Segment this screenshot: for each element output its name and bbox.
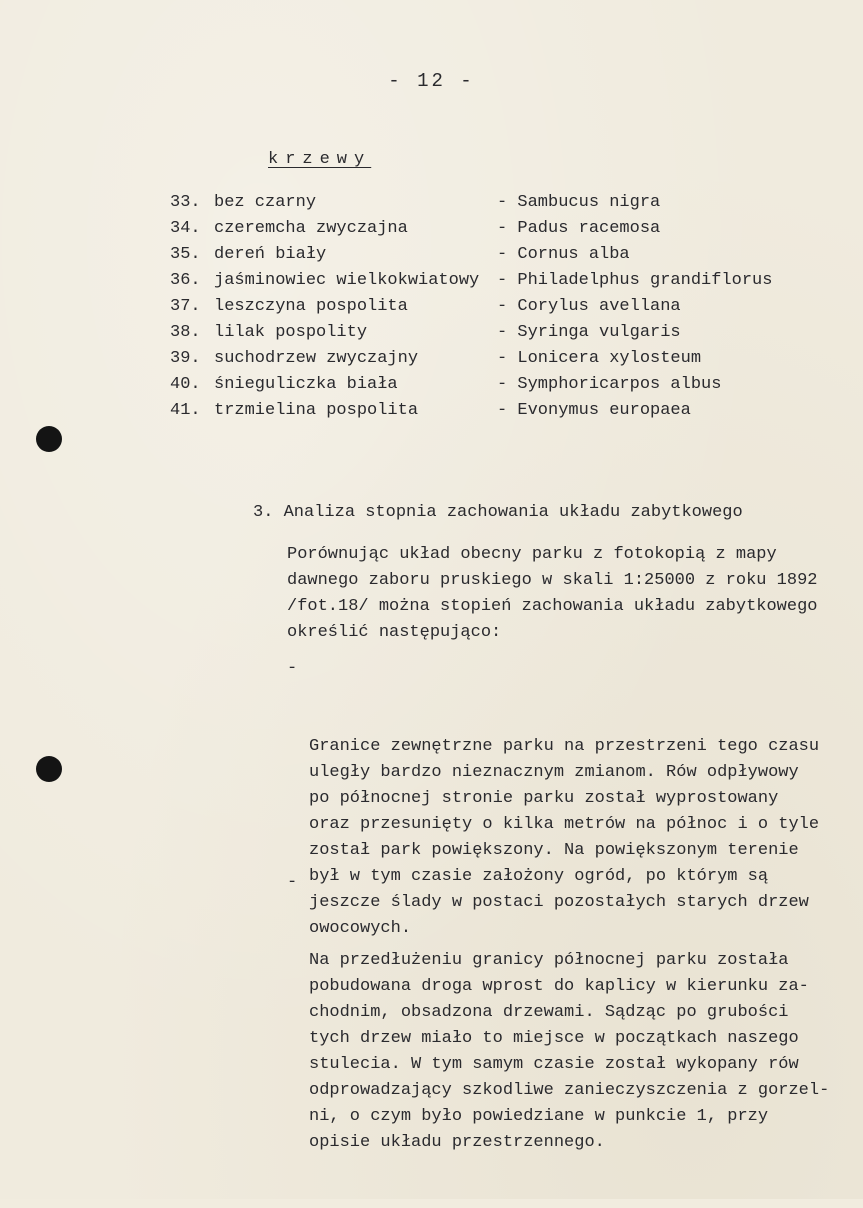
list-item <box>170 372 722 398</box>
item-number: 37. <box>170 297 201 316</box>
latin-name: - Symphoricarpos albus <box>497 375 722 394</box>
item-number: 39. <box>170 349 201 368</box>
bullet-text: Granice zewnętrzne parku na przestrzeni tego czasu uległy bardzo nieznacznym zmianom. Rów odpływowy po północnej stronie parku został wyprostowany oraz przesunięty o kilka metrów na północ i o tyle został park powiększony. Na powiększonym terenie był w tym czasie założony ogród, po którym są jeszcze ślady w postaci pozostałych starych drzew owocowych. <box>309 737 820 938</box>
latin-name: - Padus racemosa <box>497 219 661 238</box>
latin-name: - Philadelphus grandiflorus <box>497 271 773 290</box>
item-number: 33. <box>170 193 201 212</box>
latin-name: - Evonymus europaea <box>497 401 691 420</box>
item-number: 38. <box>170 323 201 342</box>
polish-name: lilak pospolity <box>214 323 368 342</box>
polish-name: bez czarny <box>214 193 317 212</box>
latin-name: - Syringa vulgaris <box>497 323 681 342</box>
bullet-text: Na przedłużeniu granicy północnej parku została pobudowana droga wprost do kaplicy w kierunku za- chodnim, obsadzona drzewami. Sądząc po grubości tych drzew miało to miejsce w początkach naszego stulecia. W tym samym czasie został wykopany rów odprowadzający szkodliwe zanieczyszczenia z gorzel- ni, o czym było powiedziane w punkcie 1, przy opisie układu przestrzennego. <box>309 951 830 1152</box>
shrub-list <box>170 190 773 424</box>
latin-name: - Sambucus nigra <box>497 193 661 212</box>
punch-hole-top <box>36 426 62 452</box>
list-item <box>170 346 702 372</box>
polish-name: dereń biały <box>214 245 327 264</box>
punch-hole-bottom <box>36 756 62 782</box>
list-item <box>170 398 691 424</box>
list-item <box>170 242 630 268</box>
polish-name: czeremcha zwyczajna <box>214 219 408 238</box>
latin-name: - Cornus alba <box>497 245 630 264</box>
item-number: 36. <box>170 271 201 290</box>
bullet-dash: - <box>287 659 298 678</box>
polish-name: śnieguliczka biała <box>214 375 398 394</box>
page-number: - 12 - <box>388 70 475 92</box>
polish-name: jaśminowiec wielkokwiatowy <box>214 271 480 290</box>
item-number: 40. <box>170 375 201 394</box>
list-item <box>170 320 681 346</box>
item-number: 41. <box>170 401 201 420</box>
item-number: 35. <box>170 245 201 264</box>
list-item <box>170 216 661 242</box>
list-item <box>170 268 773 294</box>
polish-name: suchodrzew zwyczajny <box>214 349 419 368</box>
polish-name: trzmielina pospolita <box>214 401 419 420</box>
section-heading-shrubs: krzewy <box>268 150 372 169</box>
list-item <box>170 294 681 320</box>
intro-paragraph: Porównując układ obecny parku z fotokopią z mapy dawnego zaboru pruskiego w skali 1:25000 z roku 1892 /fot.18/ można stopień zachowania układu zabytkowego określić następująco: <box>287 545 818 642</box>
polish-name: leszczyna pospolita <box>214 297 408 316</box>
bullet-item <box>287 870 829 1208</box>
latin-name: - Corylus avellana <box>497 297 681 316</box>
list-item <box>170 190 661 216</box>
section-3-title: 3. Analiza stopnia zachowania układu zabytkowego <box>253 503 743 522</box>
item-number: 34. <box>170 219 201 238</box>
bullet-dash: - <box>287 873 298 892</box>
latin-name: - Lonicera xylosteum <box>497 349 702 368</box>
